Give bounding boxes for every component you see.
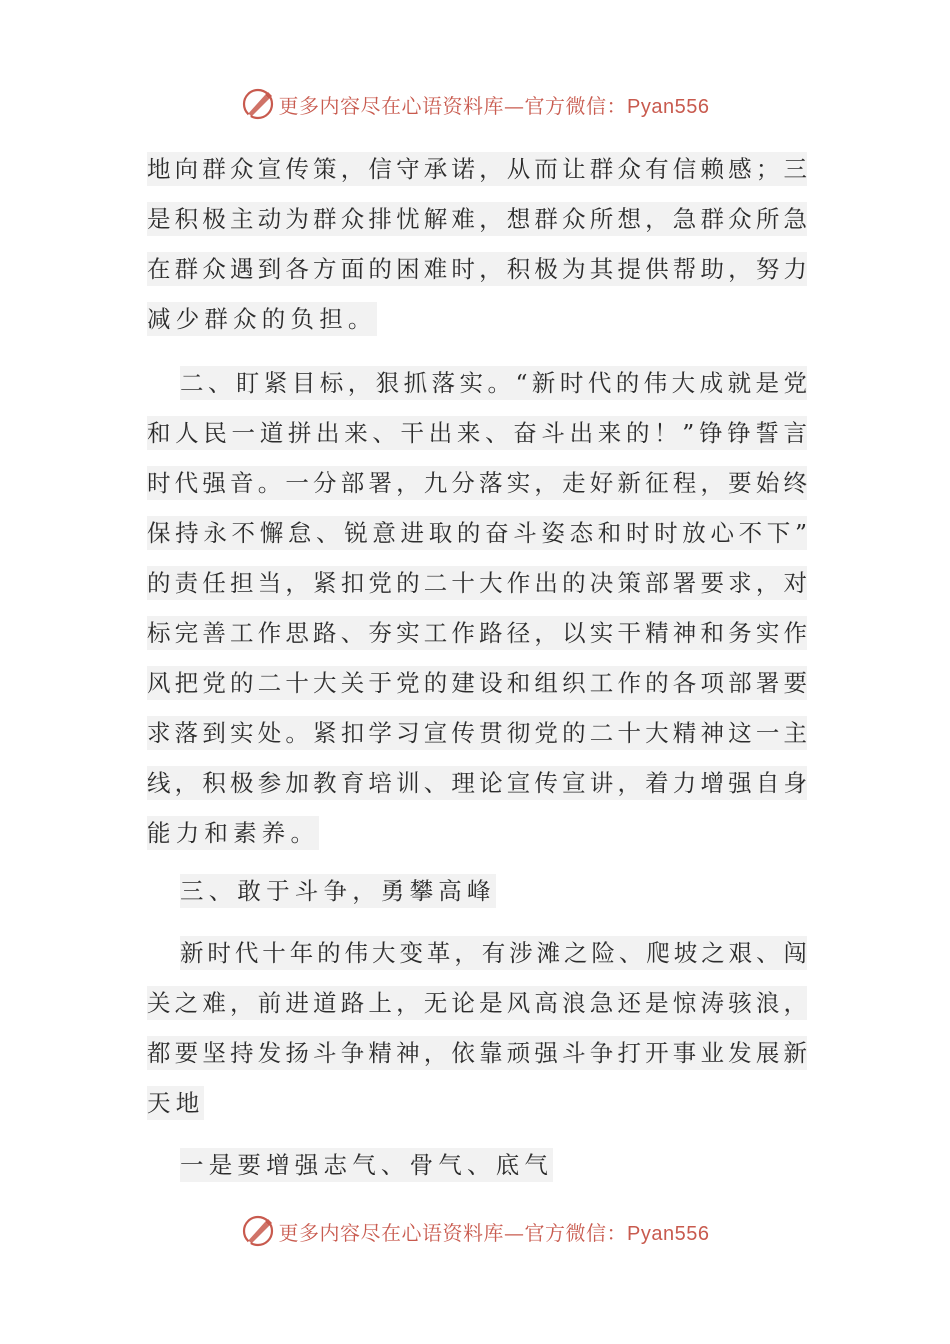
text-line: 风把党的二十大关于党的建设和组织工作的各项部署要: [147, 666, 807, 700]
text-line: 求落到实处。紧扣学习宣传贯彻党的二十大精神这一主: [147, 716, 807, 750]
pen-logo-icon: [241, 1214, 275, 1248]
text-line: 线，积极参加教育培训、理论宣传宣讲，着力增强自身: [147, 766, 807, 800]
text-line: 二、盯紧目标，狠抓落实。“新时代的伟大成就是党: [180, 366, 807, 400]
text-line: 地向群众宣传策，信守承诺，从而让群众有信赖感；三: [147, 152, 807, 186]
footer-banner-text: 更多内容尽在心语资料库—官方微信：Pyan556: [278, 1220, 710, 1245]
text-line: 天地: [147, 1086, 204, 1120]
sub-heading: 一是要增强志气、骨气、底气: [180, 1148, 553, 1182]
footer-banner: [0, 1211, 950, 1251]
text-line: 保持永不懈怠、锐意进取的奋斗姿态和时时放心不下”: [147, 516, 807, 550]
text-line: 减少群众的负担。: [147, 302, 377, 336]
text-line: 和人民一道拼出来、干出来、奋斗出来的！”铮铮誓言: [147, 416, 807, 450]
pen-logo-icon: [241, 87, 275, 121]
text-line: 新时代十年的伟大变革，有涉滩之险、爬坡之艰、闯: [180, 936, 807, 970]
document-body: [147, 152, 807, 1192]
text-line: 的责任担当，紧扣党的二十大作出的决策部署要求，对: [147, 566, 807, 600]
text-line: 时代强音。一分部署，九分落实，走好新征程，要始终: [147, 466, 807, 500]
header-banner: [0, 84, 950, 124]
text-line: 是积极主动为群众排忧解难，想群众所想，急群众所急: [147, 202, 807, 236]
section-heading: 三、敢于斗争，勇攀高峰: [180, 874, 496, 908]
text-line: 关之难，前进道路上，无论是风高浪急还是惊涛骇浪，: [147, 986, 807, 1020]
text-line: 标完善工作思路、夯实工作路径，以实干精神和务实作: [147, 616, 807, 650]
text-line: 在群众遇到各方面的困难时，积极为其提供帮助，努力: [147, 252, 807, 286]
text-line: 都要坚持发扬斗争精神，依靠顽强斗争打开事业发展新: [147, 1036, 807, 1070]
header-banner-text: 更多内容尽在心语资料库—官方微信：Pyan556: [278, 93, 710, 118]
text-line: 能力和素养。: [147, 816, 319, 850]
